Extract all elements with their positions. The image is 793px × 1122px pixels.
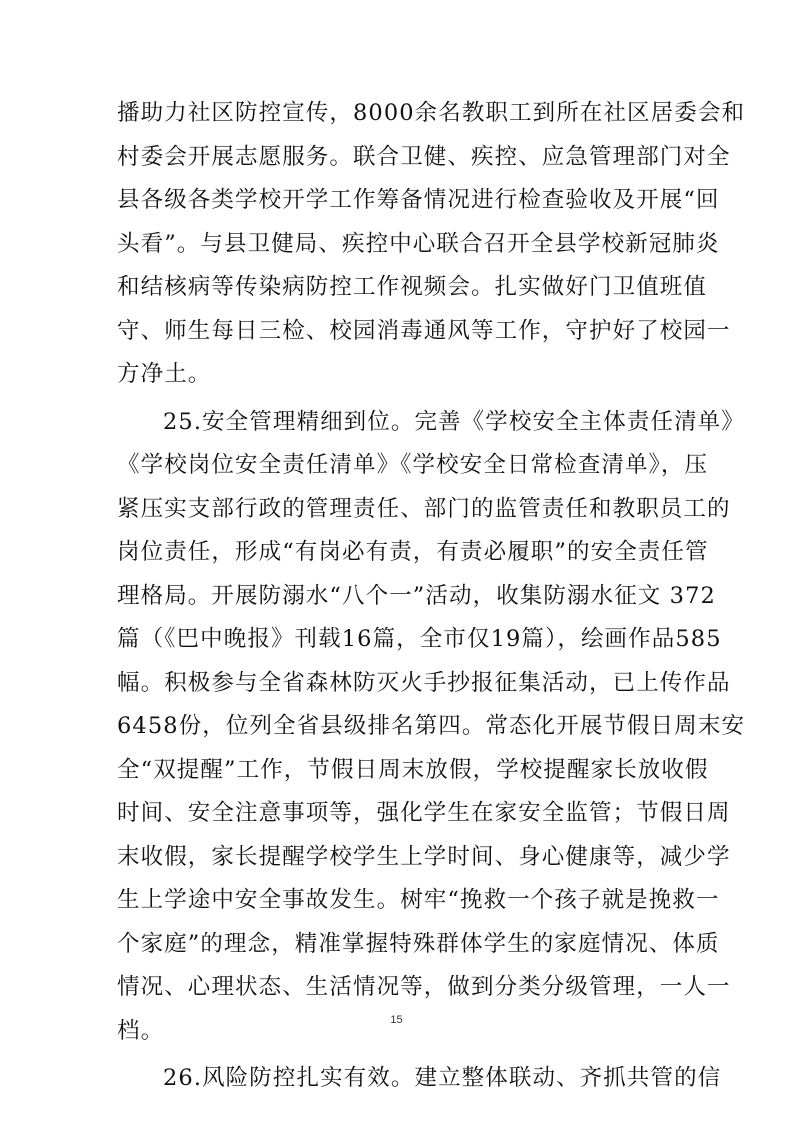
text-line: 头看”。与县卫健局、疾控中心联合召开全县学校新冠肺炎 (117, 230, 720, 257)
text-line: 和结核病等传染病防控工作视频会。扎实做好门卫值班值 (117, 274, 708, 300)
text-line: 末收假，家长提醒学校学生上学时间、身心健康等，减少学 (117, 843, 731, 870)
paragraph-heading-25: 25.安全管理精细到位。完善《学校安全主体责任清单》 (163, 408, 745, 435)
text-line: 生上学途中安全事故发生。树牢“挽救一个孩子就是挽救一 (117, 887, 720, 913)
text-line: 理格局。开展防溺水“八个一”活动，收集防溺水征文 372 (117, 582, 716, 609)
paragraph-heading-26: 26.风险防控扎实有效。建立整体联动、齐抓共管的信 (163, 1065, 722, 1091)
text-line: 6458份，位列全省县级排名第四。常态化开展节假日周末安 (117, 713, 746, 739)
text-line: 个家庭”的理念，精准掌握特殊群体学生的家庭情况、体质 (117, 930, 720, 957)
text-line: 守、师生每日三检、校园消毒通风等工作，守护好了校园一 (117, 317, 731, 344)
text-line: 幅。积极参与全省森林防灭火手抄报征集活动，已上传作品 (117, 669, 731, 696)
text-line: 播助力社区防控宣传，8000余名教职工到所在社区居委会和 (117, 100, 746, 126)
text-line: 岗位责任，形成“有岗必有责，有责必履职”的安全责任管 (117, 539, 709, 565)
text-line: 篇（《巴中晚报》刊载16篇，全市仅19篇），绘画作品585 (117, 626, 722, 652)
text-line: 时间、安全注意事项等，强化学生在家安全监管；节假日周 (117, 800, 731, 826)
text-line: 全“双提醒”工作，节假日周末放假，学校提醒家长放收假 (117, 756, 709, 783)
text-line: 紧压实支部行政的管理责任、部门的监管责任和教职员工的 (117, 495, 731, 522)
page-number: 15 (390, 1014, 403, 1026)
body-text (117, 92, 746, 1101)
text-line: 村委会开展志愿服务。联合卫健、疾控、应急管理部门对全 (117, 143, 731, 170)
text-line: 档。 (117, 1017, 165, 1044)
text-line: 方净土。 (117, 361, 212, 387)
text-line: 《学校岗位安全责任清单》《学校安全日常检查清单》，压 (117, 452, 709, 478)
text-line: 县各级各类学校开学工作筹备情况进行检查验收及开展“回 (117, 187, 720, 213)
text-line: 情况、心理状态、生活情况等，做到分类分级管理，一人一 (117, 974, 731, 1000)
